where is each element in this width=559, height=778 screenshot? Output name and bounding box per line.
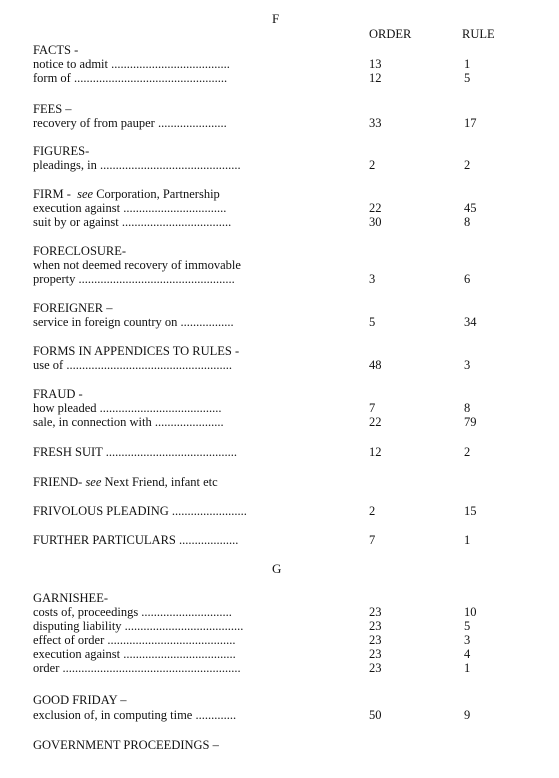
order-number: 50 (369, 708, 382, 722)
rule-number: 9 (464, 708, 471, 722)
rule-number: 2 (464, 445, 471, 459)
entry-heading-fraud: FRAUD - (33, 387, 83, 401)
entry-line: costs of, proceedings ............................. (33, 605, 232, 619)
order-number: 23 (369, 647, 382, 661)
rule-number: 4 (464, 647, 471, 661)
rule-column-header: RULE (462, 27, 495, 41)
rule-number: 34 (464, 315, 477, 329)
rule-number: 79 (464, 415, 477, 429)
section-letter-g: G (272, 561, 282, 576)
see-reference: see (85, 475, 102, 489)
rule-number: 10 (464, 605, 477, 619)
rule-number: 6 (464, 272, 471, 286)
entry-heading-garnishee: GARNISHEE- (33, 591, 108, 605)
entry-heading-foreclosure: FORECLOSURE- (33, 244, 127, 258)
order-number: 2 (369, 158, 376, 172)
rule-number: 5 (464, 619, 471, 633)
entry-line: property .................................................. (33, 272, 235, 286)
entry-heading-fees: FEES – (33, 102, 72, 116)
order-number: 7 (369, 401, 376, 415)
order-column-header: ORDER (369, 27, 412, 41)
order-number: 23 (369, 633, 382, 647)
entry-fresh-suit: FRESH SUIT .......................................... (33, 445, 237, 459)
entry-heading-friend: FRIEND- see Next Friend, infant etc (33, 475, 218, 489)
entry-line: exclusion of, in computing time ............. (33, 708, 237, 722)
order-number: 13 (369, 57, 382, 71)
order-number: 7 (369, 533, 376, 547)
order-number: 12 (369, 445, 382, 459)
order-number: 3 (369, 272, 376, 286)
entry-line: suit by or against ................................... (33, 215, 232, 229)
rule-number: 1 (464, 533, 471, 547)
entry-line: how pleaded ....................................... (33, 401, 222, 415)
rule-number: 8 (464, 401, 471, 415)
order-number: 30 (369, 215, 382, 229)
order-number: 23 (369, 661, 382, 675)
entry-further-particulars: FURTHER PARTICULARS ................... (33, 533, 239, 547)
order-number: 22 (369, 415, 382, 429)
entry-heading-figures: FIGURES- (33, 144, 90, 158)
rule-number: 8 (464, 215, 471, 229)
order-number: 22 (369, 201, 382, 215)
entry-line: disputing liability ...................................... (33, 619, 244, 633)
entry-line: notice to admit ...................................... (33, 57, 230, 71)
entry-line: execution against ................................. (33, 201, 227, 215)
order-number: 33 (369, 116, 382, 130)
rule-number: 5 (464, 71, 471, 85)
rule-number: 15 (464, 504, 477, 518)
see-reference: see (77, 187, 94, 201)
entry-heading-government-proceedings: GOVERNMENT PROCEEDINGS – (33, 738, 219, 752)
order-number: 2 (369, 504, 376, 518)
entry-line: recovery of from pauper ...................... (33, 116, 227, 130)
order-number: 5 (369, 315, 376, 329)
rule-number: 3 (464, 358, 471, 372)
rule-number: 17 (464, 116, 477, 130)
order-number: 12 (369, 71, 382, 85)
entry-heading-foreigner: FOREIGNER – (33, 301, 113, 315)
entry-line: execution against .................................... (33, 647, 236, 661)
entry-line: sale, in connection with ...................... (33, 415, 224, 429)
entry-frivolous-pleading: FRIVOLOUS PLEADING ........................ (33, 504, 247, 518)
rule-number: 3 (464, 633, 471, 647)
rule-number: 2 (464, 158, 471, 172)
entry-line: use of ..................................................... (33, 358, 232, 372)
rule-number: 1 (464, 57, 471, 71)
rule-number: 45 (464, 201, 477, 215)
order-number: 48 (369, 358, 382, 372)
entry-line: effect of order ......................................... (33, 633, 236, 647)
rule-number: 1 (464, 661, 471, 675)
entry-heading-forms: FORMS IN APPENDICES TO RULES - (33, 344, 240, 358)
entry-line: service in foreign country on ................. (33, 315, 234, 329)
entry-line: form of ................................................. (33, 71, 228, 85)
entry-line: when not deemed recovery of immovable (33, 258, 241, 272)
entry-heading-facts: FACTS - (33, 43, 79, 57)
section-letter-f: F (272, 11, 280, 26)
entry-heading-firm: FIRM - see Corporation, Partnership (33, 187, 220, 201)
order-number: 23 (369, 605, 382, 619)
entry-line: pleadings, in ............................................. (33, 158, 241, 172)
order-number: 23 (369, 619, 382, 633)
entry-line: order ......................................................... (33, 661, 241, 675)
entry-heading-good-friday: GOOD FRIDAY – (33, 693, 127, 707)
